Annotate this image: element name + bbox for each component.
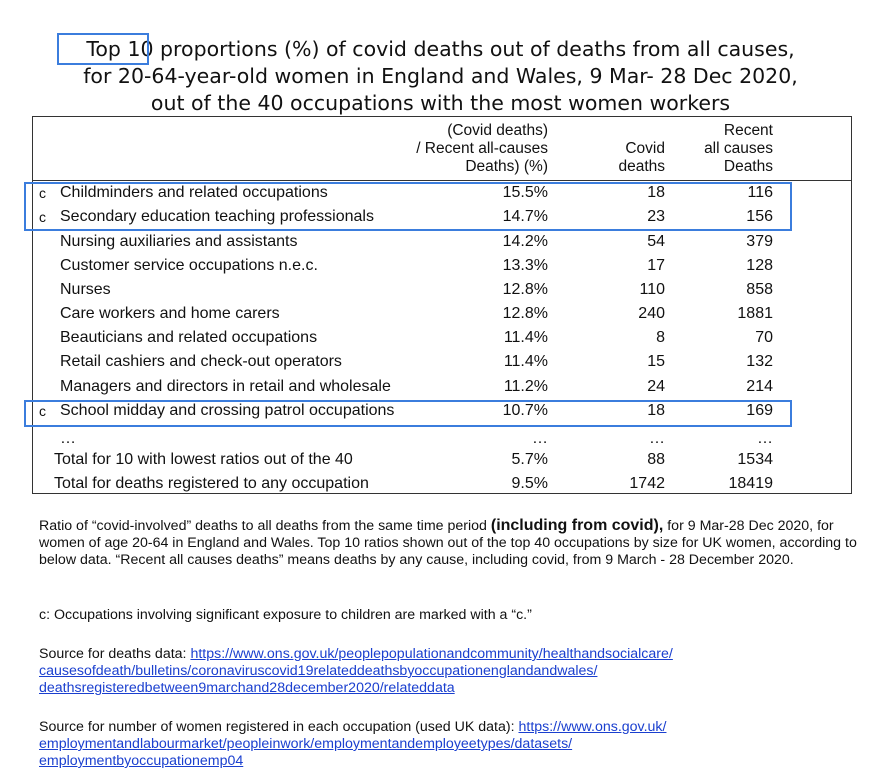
source-deaths-link[interactable]: https://www.ons.gov.uk/peoplepopulationandcommunity/healthandsocialcare/ — [190, 646, 673, 662]
all-deaths-value: 156 — [746, 208, 773, 225]
note-paragraph: Ratio of “covid-involved” deaths to all deaths from the same time period (including from covid), for 9 Mar-28 Dec 2020, for women of age 20-64 in England and Wales. Top 10 ratios shown out of the top 40 occupations by size for UK women, according to below data. “Recent all causes deaths” means deaths by any cause, including covid, from 9 March - 28 December 2020. — [39, 517, 857, 568]
all-deaths-value: 70 — [755, 329, 773, 346]
occupation-name: Care workers and home carers — [60, 305, 280, 322]
ratio-value: 11.4% — [503, 353, 548, 370]
ratio-value: 10.7% — [502, 402, 548, 419]
ratio-value: 15.5% — [502, 184, 548, 201]
highlight-box-school-row — [24, 400, 792, 427]
covid-deaths-value: 18 — [647, 402, 665, 419]
occupation-name: Nursing auxiliaries and assistants — [60, 233, 298, 250]
source-deaths: Source for deaths data: https://www.ons.gov.uk/peoplepopulationandcommunity/healthandsocialcare/ causesofdeath/bulletins/coronaviruscovid19relateddeathsbyoccupationenglandandwales/ deathsregisteredbetween9marchand28december2020/relateddata — [39, 646, 673, 696]
title-line-3: out of the 40 occupations with the most women workers — [150, 91, 731, 115]
source-deaths-link[interactable]: deathsregisteredbetween9marchand28december2020/relateddata — [39, 680, 455, 696]
ratio-value: 11.2% — [503, 378, 548, 395]
all-deaths-value: 214 — [746, 378, 773, 395]
title-highlight: Top 10 — [86, 37, 154, 61]
table-row — [0, 375, 881, 399]
source-women-link[interactable]: https://www.ons.gov.uk/ — [518, 719, 667, 735]
ratio-value: 14.7% — [502, 208, 548, 225]
occupation-name: Retail cashiers and check-out operators — [60, 353, 342, 370]
total-label: Total for deaths registered to any occupation — [54, 475, 369, 492]
table-row — [0, 302, 881, 326]
occupation-name: Managers and directors in retail and wholesale — [60, 378, 391, 395]
note-bold: (including from covid), — [490, 517, 664, 534]
covid-deaths-value: 1742 — [629, 475, 665, 492]
table-row — [0, 278, 881, 302]
header-all-causes: Recent all causes Deaths — [704, 122, 773, 175]
all-deaths-value: 1534 — [737, 451, 773, 468]
ratio-value: 14.2% — [502, 233, 548, 250]
all-deaths-value: 18419 — [728, 475, 773, 492]
all-deaths-value: 379 — [746, 233, 773, 250]
all-deaths-value: 858 — [746, 281, 773, 298]
ratio-value: 11.4% — [503, 329, 548, 346]
title-line-1: Top 10 proportions (%) of covid deaths out of deaths from all causes, — [86, 37, 795, 61]
all-deaths-value: 128 — [746, 257, 773, 274]
total-label: Total for 10 with lowest ratios out of the 40 — [54, 451, 353, 468]
covid-deaths-value: 18 — [647, 184, 665, 201]
ellipsis-row: … … … … — [60, 430, 773, 447]
covid-deaths-value: 8 — [656, 329, 665, 346]
source-women: Source for number of women registered in each occupation (used UK data): https://www.ons.gov.uk/ employmentandlabourmarket/peopleinwork/employmentandemployeetypes/datasets/ employmentbyoccupationemp04 — [39, 719, 667, 769]
header-ratio: (Covid deaths) / Recent all-causes Deaths) (%) — [416, 122, 548, 175]
child-marker: c — [39, 403, 46, 419]
total-row — [0, 472, 881, 496]
ratio-value: 12.8% — [502, 305, 548, 322]
source-women-link[interactable]: employmentbyoccupationemp04 — [39, 753, 244, 769]
occupation-name: Beauticians and related occupations — [60, 329, 318, 346]
covid-deaths-value: 54 — [647, 233, 665, 250]
covid-deaths-value: 15 — [647, 353, 665, 370]
table-row — [0, 350, 881, 374]
table-row — [0, 230, 881, 254]
title-line-2: for 20-64-year-old women in England and Wales, 9 Mar- 28 Dec 2020, — [83, 64, 798, 88]
covid-deaths-value: 240 — [638, 305, 665, 322]
child-marker: c — [39, 209, 46, 225]
ratio-value: 9.5% — [511, 475, 548, 492]
occupation-name: School midday and crossing patrol occupations — [60, 402, 395, 419]
covid-deaths-value: 24 — [647, 378, 665, 395]
ratio-value: 5.7% — [511, 451, 548, 468]
all-deaths-value: 1881 — [737, 305, 773, 322]
header-covid-deaths: Covid deaths — [618, 140, 665, 175]
occupation-name: Childminders and related occupations — [60, 184, 328, 201]
covid-deaths-value: 17 — [647, 257, 665, 274]
table-row — [0, 326, 881, 350]
covid-deaths-value: 110 — [639, 281, 665, 298]
source-women-link[interactable]: employmentandlabourmarket/peopleinwork/employmentandemployeetypes/datasets/ — [39, 736, 573, 752]
table-row — [0, 254, 881, 278]
source-deaths-link[interactable]: causesofdeath/bulletins/coronaviruscovid19relateddeathsbyoccupationenglandandwales/ — [39, 663, 598, 679]
total-row — [0, 448, 881, 472]
occupation-name: Nurses — [60, 281, 111, 298]
all-deaths-value: 169 — [746, 402, 773, 419]
occupation-name: Customer service occupations n.e.c. — [60, 257, 318, 274]
occupation-name: Secondary education teaching professionals — [60, 208, 374, 225]
children-note: c: Occupations involving significant exposure to children are marked with a “c.” — [39, 607, 532, 623]
covid-deaths-value: 88 — [647, 451, 665, 468]
covid-deaths-value: 23 — [647, 208, 665, 225]
highlight-box-children-rows — [24, 182, 792, 231]
child-marker: c — [39, 185, 46, 201]
ratio-value: 13.3% — [502, 257, 548, 274]
ratio-value: 12.8% — [502, 281, 548, 298]
all-deaths-value: 116 — [747, 184, 773, 201]
all-deaths-value: 132 — [746, 353, 773, 370]
title-highlight-box — [57, 33, 149, 65]
